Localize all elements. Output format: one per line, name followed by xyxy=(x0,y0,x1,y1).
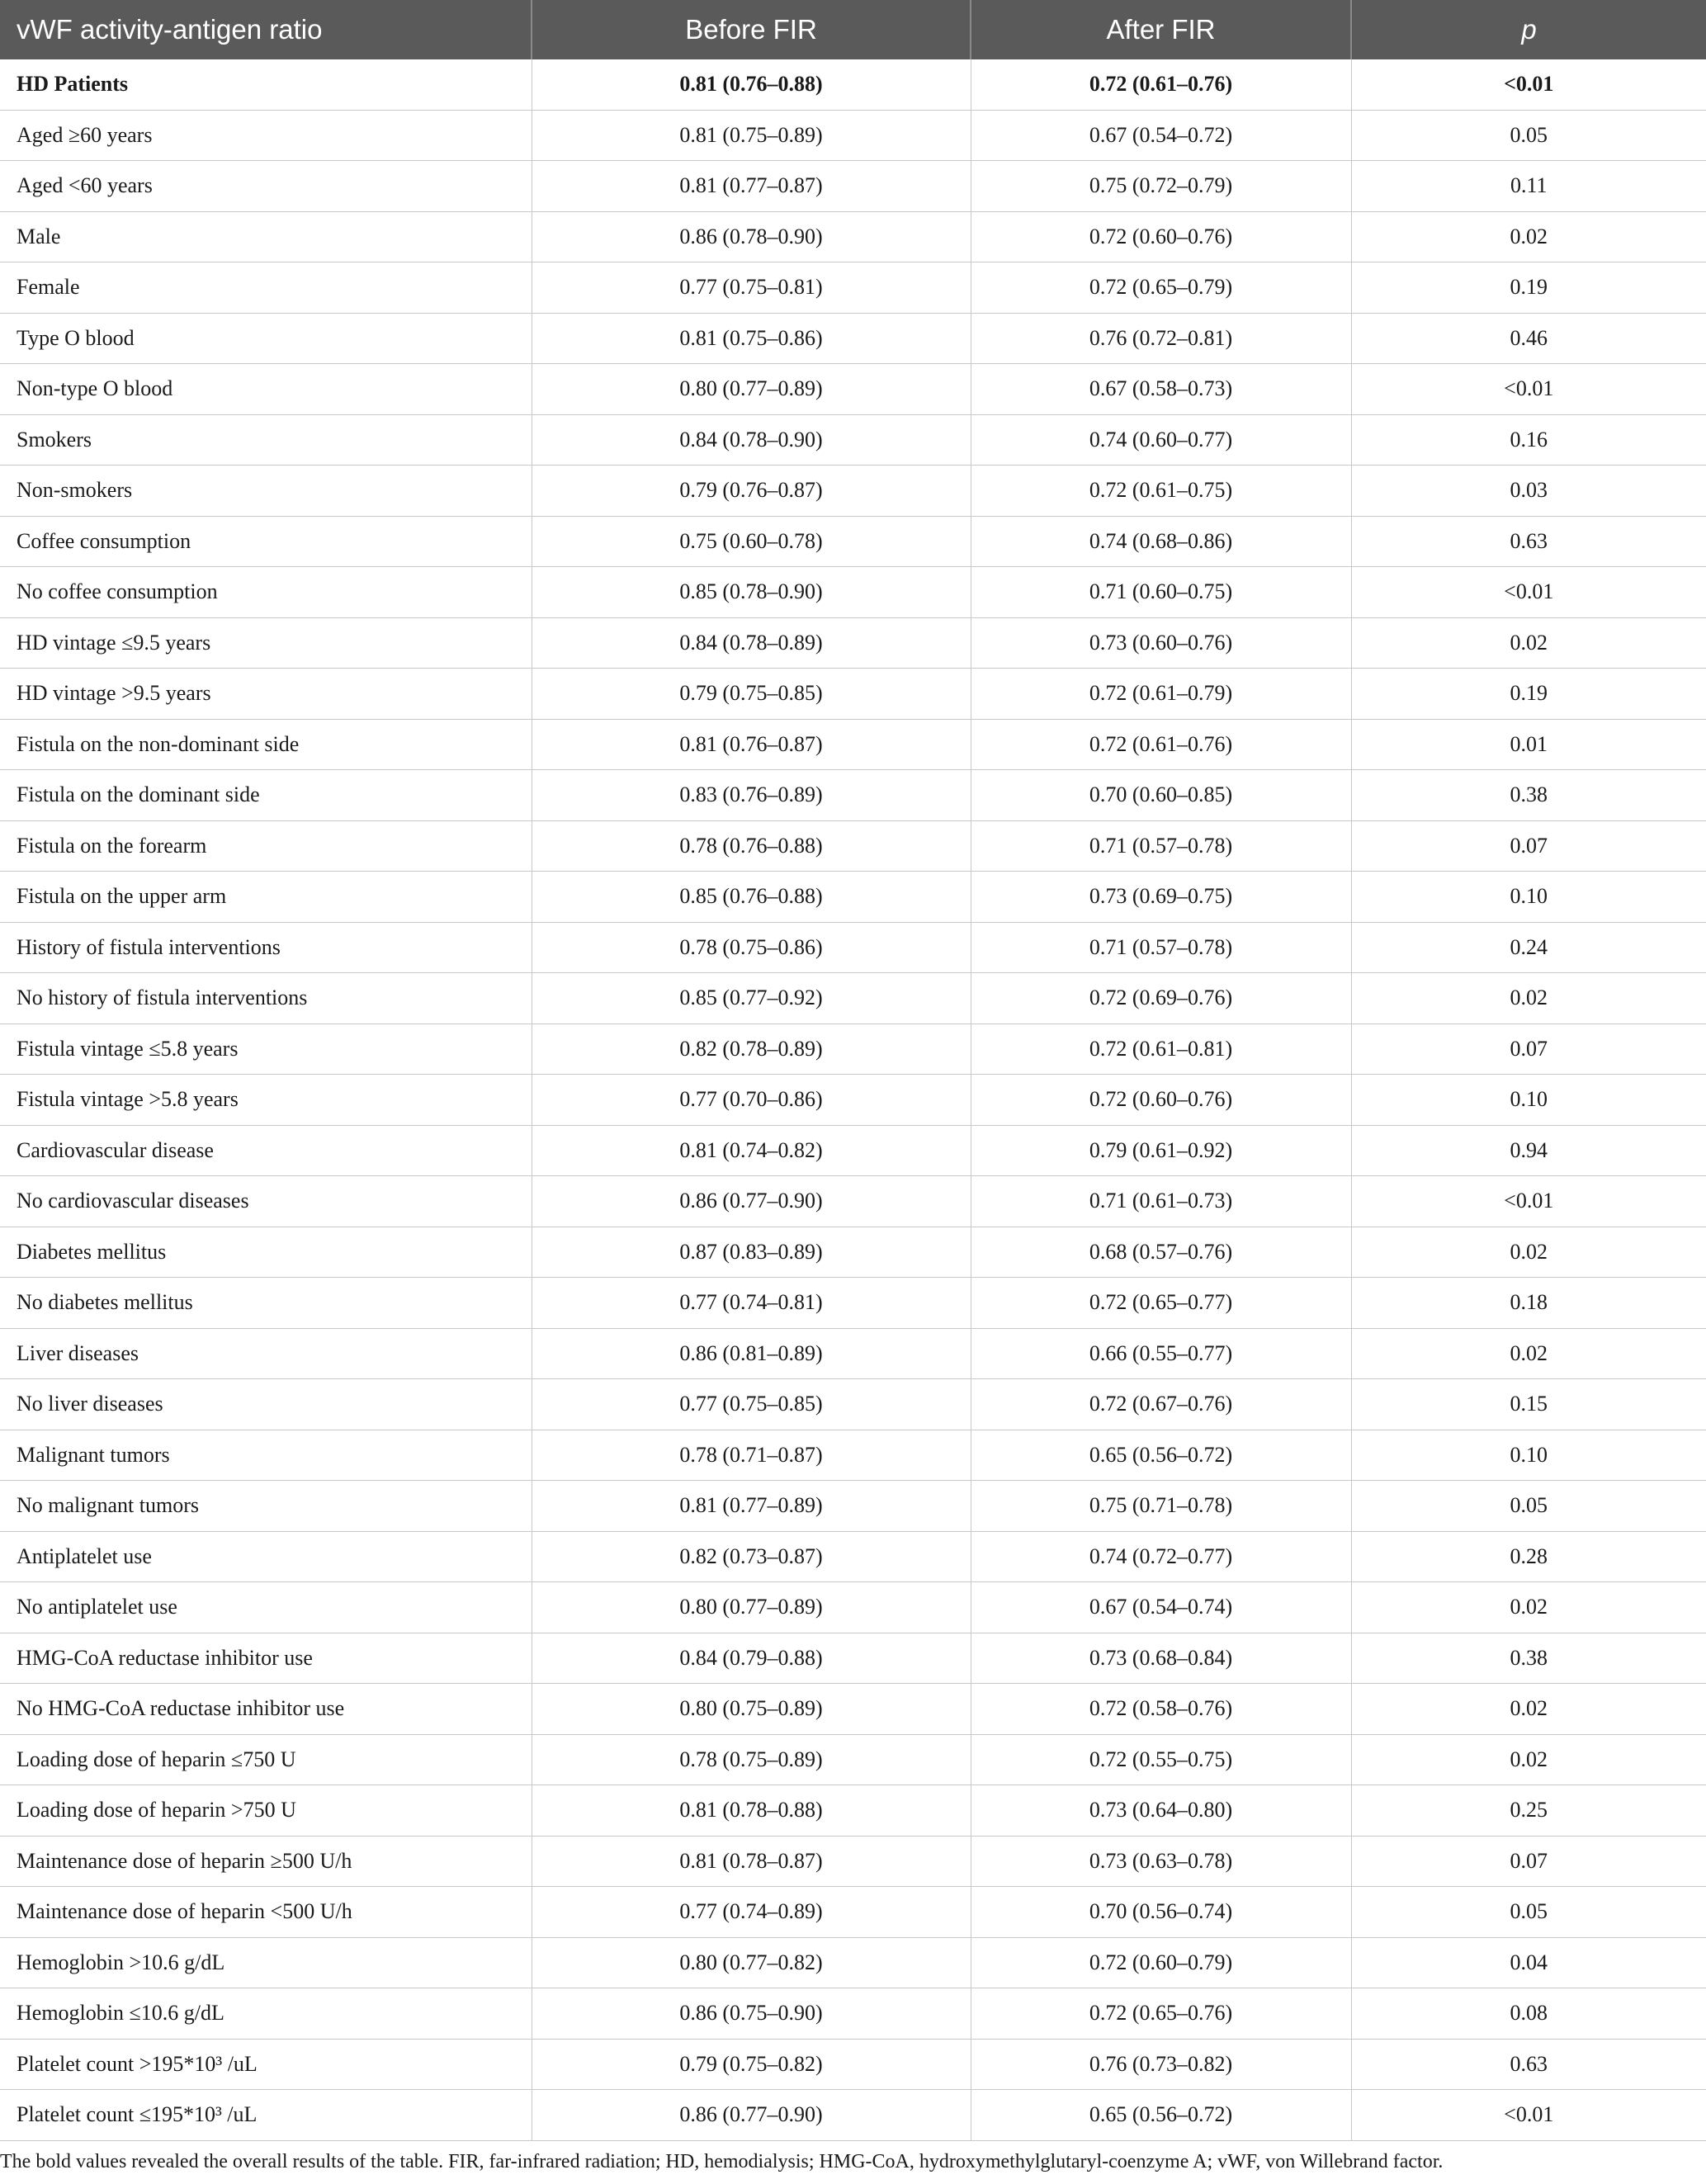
p-value: 0.10 xyxy=(1351,872,1706,923)
table-row xyxy=(0,1023,1706,1075)
row-label: Antiplatelet use xyxy=(0,1531,532,1582)
p-value: 0.11 xyxy=(1351,161,1706,212)
p-value: 0.46 xyxy=(1351,313,1706,364)
before-fir-value: 0.84 (0.78–0.89) xyxy=(532,617,971,669)
before-fir-value: 0.80 (0.77–0.89) xyxy=(532,1582,971,1633)
after-fir-value: 0.79 (0.61–0.92) xyxy=(971,1125,1351,1176)
row-label: Smokers xyxy=(0,414,532,466)
p-value: <0.01 xyxy=(1351,59,1706,110)
after-fir-value: 0.65 (0.56–0.72) xyxy=(971,1430,1351,1481)
p-value: 0.08 xyxy=(1351,1988,1706,2040)
table-row xyxy=(0,1430,1706,1481)
p-value: 0.02 xyxy=(1351,973,1706,1024)
before-fir-value: 0.78 (0.76–0.88) xyxy=(532,820,971,872)
table-row xyxy=(0,1937,1706,1988)
p-value: <0.01 xyxy=(1351,567,1706,618)
p-value: 0.15 xyxy=(1351,1379,1706,1430)
row-label: No history of fistula interventions xyxy=(0,973,532,1024)
p-value: 0.38 xyxy=(1351,770,1706,821)
after-fir-value: 0.76 (0.73–0.82) xyxy=(971,2039,1351,2090)
row-label: Non-type O blood xyxy=(0,364,532,415)
after-fir-value: 0.72 (0.55–0.75) xyxy=(971,1734,1351,1785)
after-fir-value: 0.74 (0.68–0.86) xyxy=(971,516,1351,567)
row-label: Coffee consumption xyxy=(0,516,532,567)
row-label: No HMG-CoA reductase inhibitor use xyxy=(0,1684,532,1735)
before-fir-value: 0.85 (0.76–0.88) xyxy=(532,872,971,923)
p-value: <0.01 xyxy=(1351,2090,1706,2141)
table-row xyxy=(0,211,1706,262)
row-label: Female xyxy=(0,262,532,314)
before-fir-value: 0.79 (0.76–0.87) xyxy=(532,466,971,517)
before-fir-value: 0.82 (0.78–0.89) xyxy=(532,1023,971,1075)
after-fir-value: 0.76 (0.72–0.81) xyxy=(971,313,1351,364)
table-row xyxy=(0,1734,1706,1785)
row-label: Malignant tumors xyxy=(0,1430,532,1481)
table-row xyxy=(0,1582,1706,1633)
before-fir-value: 0.81 (0.77–0.89) xyxy=(532,1481,971,1532)
after-fir-value: 0.72 (0.58–0.76) xyxy=(971,1684,1351,1735)
row-label: Fistula vintage >5.8 years xyxy=(0,1075,532,1126)
after-fir-value: 0.73 (0.64–0.80) xyxy=(971,1785,1351,1837)
table-row xyxy=(0,1785,1706,1837)
after-fir-value: 0.72 (0.61–0.81) xyxy=(971,1023,1351,1075)
p-value: 0.28 xyxy=(1351,1531,1706,1582)
row-label: Platelet count >195*10³ /uL xyxy=(0,2039,532,2090)
table-row xyxy=(0,364,1706,415)
before-fir-value: 0.86 (0.77–0.90) xyxy=(532,2090,971,2141)
row-label: History of fistula interventions xyxy=(0,922,532,973)
after-fir-value: 0.68 (0.57–0.76) xyxy=(971,1227,1351,1278)
before-fir-value: 0.80 (0.77–0.82) xyxy=(532,1937,971,1988)
p-value: 0.07 xyxy=(1351,1023,1706,1075)
p-value: 0.94 xyxy=(1351,1125,1706,1176)
after-fir-value: 0.71 (0.60–0.75) xyxy=(971,567,1351,618)
after-fir-value: 0.71 (0.57–0.78) xyxy=(971,820,1351,872)
header-row xyxy=(0,0,1706,59)
row-label: HD vintage ≤9.5 years xyxy=(0,617,532,669)
row-label: Type O blood xyxy=(0,313,532,364)
row-label: No coffee consumption xyxy=(0,567,532,618)
p-value: <0.01 xyxy=(1351,364,1706,415)
row-label: Fistula on the dominant side xyxy=(0,770,532,821)
before-fir-value: 0.85 (0.77–0.92) xyxy=(532,973,971,1024)
table-row xyxy=(0,719,1706,770)
after-fir-value: 0.72 (0.61–0.79) xyxy=(971,669,1351,720)
p-value: 0.05 xyxy=(1351,1481,1706,1532)
after-fir-value: 0.75 (0.71–0.78) xyxy=(971,1481,1351,1532)
row-label: No liver diseases xyxy=(0,1379,532,1430)
table-row xyxy=(0,1988,1706,2040)
before-fir-value: 0.82 (0.73–0.87) xyxy=(532,1531,971,1582)
after-fir-value: 0.73 (0.63–0.78) xyxy=(971,1836,1351,1887)
after-fir-value: 0.72 (0.65–0.79) xyxy=(971,262,1351,314)
row-label: HD Patients xyxy=(0,59,532,110)
header-category: vWF activity-antigen ratio xyxy=(0,0,532,59)
table-footnote: The bold values revealed the overall results of the table. FIR, far-infrared radiation; HD, hemodialysis; HMG-CoA, hydroxymethylglutaryl-coenzyme A; vWF, von Willebrand factor. xyxy=(0,2151,1444,2172)
p-value: <0.01 xyxy=(1351,1176,1706,1227)
table-row xyxy=(0,313,1706,364)
table-row xyxy=(0,1531,1706,1582)
before-fir-value: 0.81 (0.76–0.87) xyxy=(532,719,971,770)
table-row xyxy=(0,1328,1706,1379)
after-fir-value: 0.72 (0.60–0.79) xyxy=(971,1937,1351,1988)
p-value: 0.10 xyxy=(1351,1075,1706,1126)
before-fir-value: 0.86 (0.81–0.89) xyxy=(532,1328,971,1379)
p-value: 0.38 xyxy=(1351,1633,1706,1684)
table-row xyxy=(0,567,1706,618)
p-value: 0.63 xyxy=(1351,2039,1706,2090)
p-value: 0.07 xyxy=(1351,1836,1706,1887)
after-fir-value: 0.73 (0.69–0.75) xyxy=(971,872,1351,923)
before-fir-value: 0.81 (0.78–0.87) xyxy=(532,1836,971,1887)
after-fir-value: 0.72 (0.65–0.76) xyxy=(971,1988,1351,2040)
table-row xyxy=(0,59,1706,110)
after-fir-value: 0.70 (0.56–0.74) xyxy=(971,1887,1351,1938)
after-fir-value: 0.73 (0.68–0.84) xyxy=(971,1633,1351,1684)
row-label: Aged <60 years xyxy=(0,161,532,212)
table-row xyxy=(0,1075,1706,1126)
row-label: Maintenance dose of heparin ≥500 U/h xyxy=(0,1836,532,1887)
after-fir-value: 0.73 (0.60–0.76) xyxy=(971,617,1351,669)
row-label: No malignant tumors xyxy=(0,1481,532,1532)
p-value: 0.07 xyxy=(1351,820,1706,872)
p-value: 0.04 xyxy=(1351,1937,1706,1988)
row-label: Diabetes mellitus xyxy=(0,1227,532,1278)
row-label: Non-smokers xyxy=(0,466,532,517)
table-body xyxy=(0,59,1706,2140)
row-label: Hemoglobin >10.6 g/dL xyxy=(0,1937,532,1988)
before-fir-value: 0.79 (0.75–0.82) xyxy=(532,2039,971,2090)
p-value: 0.19 xyxy=(1351,669,1706,720)
before-fir-value: 0.85 (0.78–0.90) xyxy=(532,567,971,618)
before-fir-value: 0.81 (0.78–0.88) xyxy=(532,1785,971,1837)
table-row xyxy=(0,1633,1706,1684)
before-fir-value: 0.81 (0.77–0.87) xyxy=(532,161,971,212)
after-fir-value: 0.72 (0.61–0.75) xyxy=(971,466,1351,517)
after-fir-value: 0.74 (0.72–0.77) xyxy=(971,1531,1351,1582)
before-fir-value: 0.86 (0.75–0.90) xyxy=(532,1988,971,2040)
table-row xyxy=(0,872,1706,923)
after-fir-value: 0.72 (0.60–0.76) xyxy=(971,1075,1351,1126)
after-fir-value: 0.72 (0.69–0.76) xyxy=(971,973,1351,1024)
row-label: Loading dose of heparin ≤750 U xyxy=(0,1734,532,1785)
row-label: Maintenance dose of heparin <500 U/h xyxy=(0,1887,532,1938)
before-fir-value: 0.79 (0.75–0.85) xyxy=(532,669,971,720)
before-fir-value: 0.78 (0.75–0.89) xyxy=(532,1734,971,1785)
before-fir-value: 0.84 (0.79–0.88) xyxy=(532,1633,971,1684)
row-label: Fistula vintage ≤5.8 years xyxy=(0,1023,532,1075)
after-fir-value: 0.67 (0.54–0.72) xyxy=(971,110,1351,161)
after-fir-value: 0.67 (0.54–0.74) xyxy=(971,1582,1351,1633)
table-row xyxy=(0,110,1706,161)
row-label: Male xyxy=(0,211,532,262)
before-fir-value: 0.77 (0.74–0.89) xyxy=(532,1887,971,1938)
p-value: 0.02 xyxy=(1351,1328,1706,1379)
table-row xyxy=(0,669,1706,720)
before-fir-value: 0.80 (0.75–0.89) xyxy=(532,1684,971,1735)
table-row xyxy=(0,1278,1706,1329)
row-label: HD vintage >9.5 years xyxy=(0,669,532,720)
p-value: 0.05 xyxy=(1351,1887,1706,1938)
p-value: 0.02 xyxy=(1351,617,1706,669)
header-p-value: p xyxy=(1351,0,1706,59)
table-row xyxy=(0,2090,1706,2141)
before-fir-value: 0.81 (0.74–0.82) xyxy=(532,1125,971,1176)
row-label: Loading dose of heparin >750 U xyxy=(0,1785,532,1837)
before-fir-value: 0.84 (0.78–0.90) xyxy=(532,414,971,466)
before-fir-value: 0.77 (0.75–0.85) xyxy=(532,1379,971,1430)
p-value: 0.24 xyxy=(1351,922,1706,973)
before-fir-value: 0.87 (0.83–0.89) xyxy=(532,1227,971,1278)
after-fir-value: 0.72 (0.67–0.76) xyxy=(971,1379,1351,1430)
before-fir-value: 0.77 (0.70–0.86) xyxy=(532,1075,971,1126)
p-value: 0.19 xyxy=(1351,262,1706,314)
header-after-fir: After FIR xyxy=(971,0,1351,59)
after-fir-value: 0.72 (0.60–0.76) xyxy=(971,211,1351,262)
before-fir-value: 0.78 (0.71–0.87) xyxy=(532,1430,971,1481)
row-label: Hemoglobin ≤10.6 g/dL xyxy=(0,1988,532,2040)
before-fir-value: 0.83 (0.76–0.89) xyxy=(532,770,971,821)
before-fir-value: 0.75 (0.60–0.78) xyxy=(532,516,971,567)
row-label: Fistula on the non-dominant side xyxy=(0,719,532,770)
p-value: 0.05 xyxy=(1351,110,1706,161)
table-row xyxy=(0,1887,1706,1938)
row-label: Platelet count ≤195*10³ /uL xyxy=(0,2090,532,2141)
row-label: Liver diseases xyxy=(0,1328,532,1379)
table-row xyxy=(0,617,1706,669)
p-value: 0.03 xyxy=(1351,466,1706,517)
table-row xyxy=(0,414,1706,466)
table-row xyxy=(0,973,1706,1024)
table-row xyxy=(0,922,1706,973)
after-fir-value: 0.72 (0.61–0.76) xyxy=(971,719,1351,770)
after-fir-value: 0.74 (0.60–0.77) xyxy=(971,414,1351,466)
row-label: HMG-CoA reductase inhibitor use xyxy=(0,1633,532,1684)
table-row xyxy=(0,2039,1706,2090)
table-row xyxy=(0,262,1706,314)
p-value: 0.63 xyxy=(1351,516,1706,567)
p-value: 0.25 xyxy=(1351,1785,1706,1837)
after-fir-value: 0.72 (0.61–0.76) xyxy=(971,59,1351,110)
before-fir-value: 0.86 (0.77–0.90) xyxy=(532,1176,971,1227)
table-row xyxy=(0,161,1706,212)
p-value: 0.02 xyxy=(1351,1734,1706,1785)
after-fir-value: 0.65 (0.56–0.72) xyxy=(971,2090,1351,2141)
p-value: 0.18 xyxy=(1351,1278,1706,1329)
table-row xyxy=(0,770,1706,821)
p-value: 0.02 xyxy=(1351,1684,1706,1735)
after-fir-value: 0.75 (0.72–0.79) xyxy=(971,161,1351,212)
table-header xyxy=(0,0,1706,59)
row-label: Fistula on the upper arm xyxy=(0,872,532,923)
after-fir-value: 0.70 (0.60–0.85) xyxy=(971,770,1351,821)
table-row xyxy=(0,1379,1706,1430)
table-row xyxy=(0,1125,1706,1176)
p-value: 0.10 xyxy=(1351,1430,1706,1481)
after-fir-value: 0.71 (0.57–0.78) xyxy=(971,922,1351,973)
row-label: Aged ≥60 years xyxy=(0,110,532,161)
table-row xyxy=(0,1684,1706,1735)
table-row xyxy=(0,1836,1706,1887)
header-before-fir: Before FIR xyxy=(532,0,971,59)
table-row xyxy=(0,1176,1706,1227)
after-fir-value: 0.71 (0.61–0.73) xyxy=(971,1176,1351,1227)
before-fir-value: 0.81 (0.75–0.86) xyxy=(532,313,971,364)
p-value: 0.16 xyxy=(1351,414,1706,466)
before-fir-value: 0.80 (0.77–0.89) xyxy=(532,364,971,415)
table-row xyxy=(0,516,1706,567)
row-label: No diabetes mellitus xyxy=(0,1278,532,1329)
table-row xyxy=(0,820,1706,872)
before-fir-value: 0.77 (0.75–0.81) xyxy=(532,262,971,314)
row-label: Fistula on the forearm xyxy=(0,820,532,872)
after-fir-value: 0.72 (0.65–0.77) xyxy=(971,1278,1351,1329)
table-row xyxy=(0,1481,1706,1532)
p-value: 0.02 xyxy=(1351,211,1706,262)
row-label: Cardiovascular disease xyxy=(0,1125,532,1176)
p-value: 0.01 xyxy=(1351,719,1706,770)
before-fir-value: 0.77 (0.74–0.81) xyxy=(532,1278,971,1329)
table-row xyxy=(0,1227,1706,1278)
before-fir-value: 0.86 (0.78–0.90) xyxy=(532,211,971,262)
before-fir-value: 0.81 (0.75–0.89) xyxy=(532,110,971,161)
row-label: No antiplatelet use xyxy=(0,1582,532,1633)
row-label: No cardiovascular diseases xyxy=(0,1176,532,1227)
before-fir-value: 0.78 (0.75–0.86) xyxy=(532,922,971,973)
before-fir-value: 0.81 (0.76–0.88) xyxy=(532,59,971,110)
after-fir-value: 0.67 (0.58–0.73) xyxy=(971,364,1351,415)
p-value: 0.02 xyxy=(1351,1227,1706,1278)
table-row xyxy=(0,466,1706,517)
after-fir-value: 0.66 (0.55–0.77) xyxy=(971,1328,1351,1379)
p-value: 0.02 xyxy=(1351,1582,1706,1633)
